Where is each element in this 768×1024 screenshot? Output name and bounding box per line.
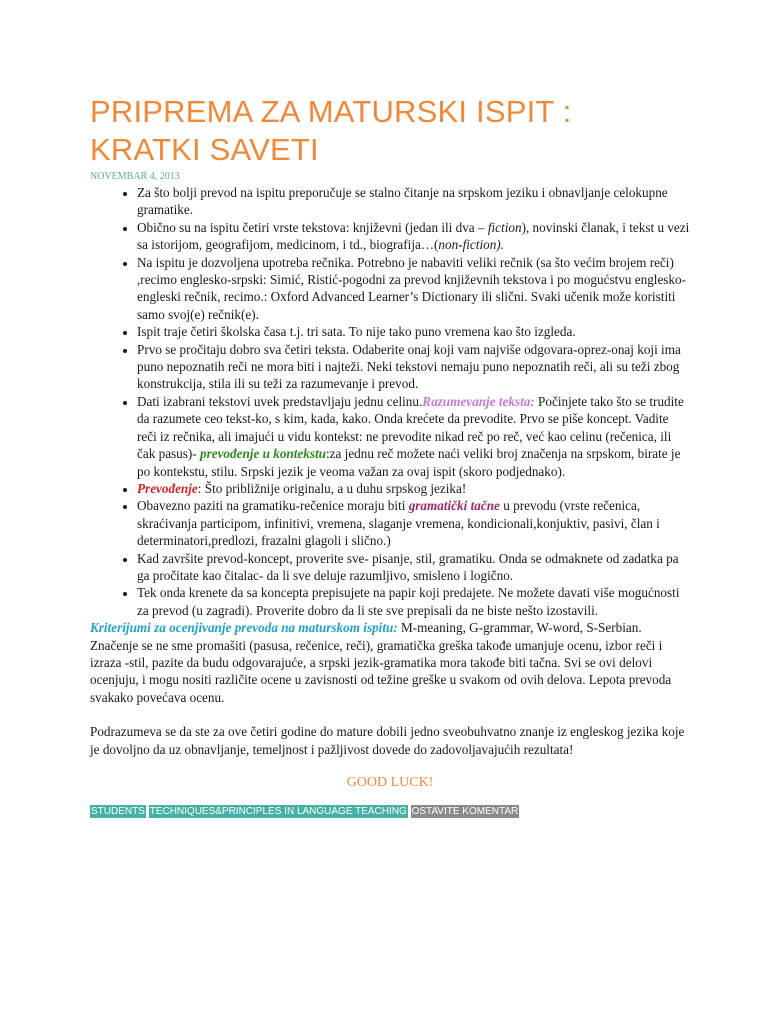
list-item: • Kad završite prevod-koncept, proverite sve- pisanje, stil, gramatiku. Onda se odmaknete od zadatka pa ga pročitate kao čitalac- da li sve deluje razumljivo, smisleno i logično. [137,550,690,585]
closing-paragraph: Podrazumeva se da ste za ove četiri godine do mature dobili jedno sveobuhvatno znanje iz engleskog jezika koje je dovoljno da uz obnavljanje, temeljnost i pažljivost dovede do zadovoljavajućih rezultata! [90,724,685,757]
context-translation-heading: prevođenje u kontekstu [199,446,326,462]
list-item: • Na ispitu je dozvoljena upotreba rečnika. Potrebno je nabaviti veliki rečnik (sa što većim brojem reči) ,recimo englesko-srpski: Simić, Ristić-pogodni za prevod književnih tekstova i po mogućstvu englesko-engleski rečnik, recimo.: Oxford Advanced Learner’s Dictionary ili slični. Svaki učenik može koristiti samo svoj(e) rečnik(e). [137,254,690,324]
blog-post [90,93,690,818]
post-title-line-1: PRIPREMA ZA MATURSKI ISPIT : [90,94,572,129]
non-fiction-emphasis: non-fiction). [438,237,504,253]
fiction-emphasis: fiction [487,219,522,235]
list-item: • Obično su na ispitu četiri vrste tekstova: književni (jedan ili dva – fiction), novinski članak, i tekst u vezi sa istorijom, geografijom, medicinom, i td., biografija…(non-fiction). [137,219,690,254]
list-item: • Ispit traje četiri školska časa t.j. tri sata. To nije tako puno vremena kao što izgleda. [137,323,690,340]
good-luck-text: GOOD LUCK! [346,775,434,790]
post-title [90,93,690,169]
list-item: • Dati izabrani tekstovi uvek predstavljaju jednu celinu.Razumevanje teksta: Počinjete tako što se trudite da razumete ceo tekst-ko, s kim, kada, kako. Onda krećete da prevodite. Prvo se piše koncept. Vadite reči iz rečnika, ali imajući u vidu kontekst: ne prevodite nikad reč po reč, već kao celinu (rečenica, ili čak pasus)- prevođenje u kontekstu:za jednu reč možete naći veliki broj značenja na srpskom, birate je po kontekstu, stilu. Srpski jezik je veoma važan za ovaj ispit (skoro podjednako). [137,393,690,480]
understanding-heading: Razumevanje teksta: [422,393,535,409]
grammar-emphasis: gramatički tačne [408,498,500,514]
list-item: • Tek onda krenete da sa koncepta prepisujete na papir koji predajete. Ne možete davati više mogućnosti za prevod (u zagradi). Proverite dobro da li ste sve prepisali da ne biste nešto izostavili. [137,584,690,619]
post-tags [90,805,690,818]
criteria-paragraph: Kriterijumi za ocenjivanje prevoda na maturskom ispitu: M-meaning, G-grammar, W-word, S-Serbian. Značenje se ne sme promašiti (pasusa, rečenice, reči), gramatička greška takođe umanjuje ocenu, izbor reči i izraza -stil, pazite da budu odgovarajuće, a srpski jezik-gramatika mora takođe biti tačna. Svi se ovi delovi ocenjuju, i mogu nositi različite ocene u zavisnosti od težine greške u svakom od ovih delova. Lepota prevoda svakako povećava ocenu. [90,620,672,705]
post-date: NOVEMBAR 4, 2013 [90,171,180,182]
list-item: • Prevođenje: Što približnije originalu, a u duhu srpskog jezika! [137,480,690,497]
tips-list [90,184,690,619]
tag-students[interactable]: STUDENTS [91,806,145,817]
criteria-title: Kriterijumi za ocenjivanje prevoda na maturskom ispitu: [90,620,398,636]
translation-heading: Prevođenje [137,480,198,496]
list-item: • Prvo se pročitaju dobro sva četiri teksta. Odaberite onaj koji vam najviše odgovara-oprez-onaj koji ima puno nepoznatih reči ne mora biti i najteži. Neki tekstovi nemaju puno nepoznatih reči, ali su teži zbog konstrukcija, stila ili su teži za razumevanje i prevod. [137,341,690,393]
list-item: • Za što bolji prevod na ispitu preporučuje se stalno čitanje na srpskom jeziku i obnavljanje celokupne gramatike. [137,184,690,219]
tag-techniques[interactable]: TECHNIQUES&PRINCIPLES IN LANGUAGE TEACHING [149,806,407,817]
post-title-line-2: KRATKI SAVETI [90,132,319,167]
leave-comment-link[interactable]: OSTAVITE KOMENTAR [411,806,519,817]
list-item: • Obavezno paziti na gramatiku-rečenice moraju biti gramatički tačne u prevodu (vrste rečenica, skraćivanja participom, infinitivi, vremena, slaganje vremena, kondicionali,konjuktiv, pasivi, član i determinatori,predlozi, frazalni glagoli i slično.) [137,497,690,549]
